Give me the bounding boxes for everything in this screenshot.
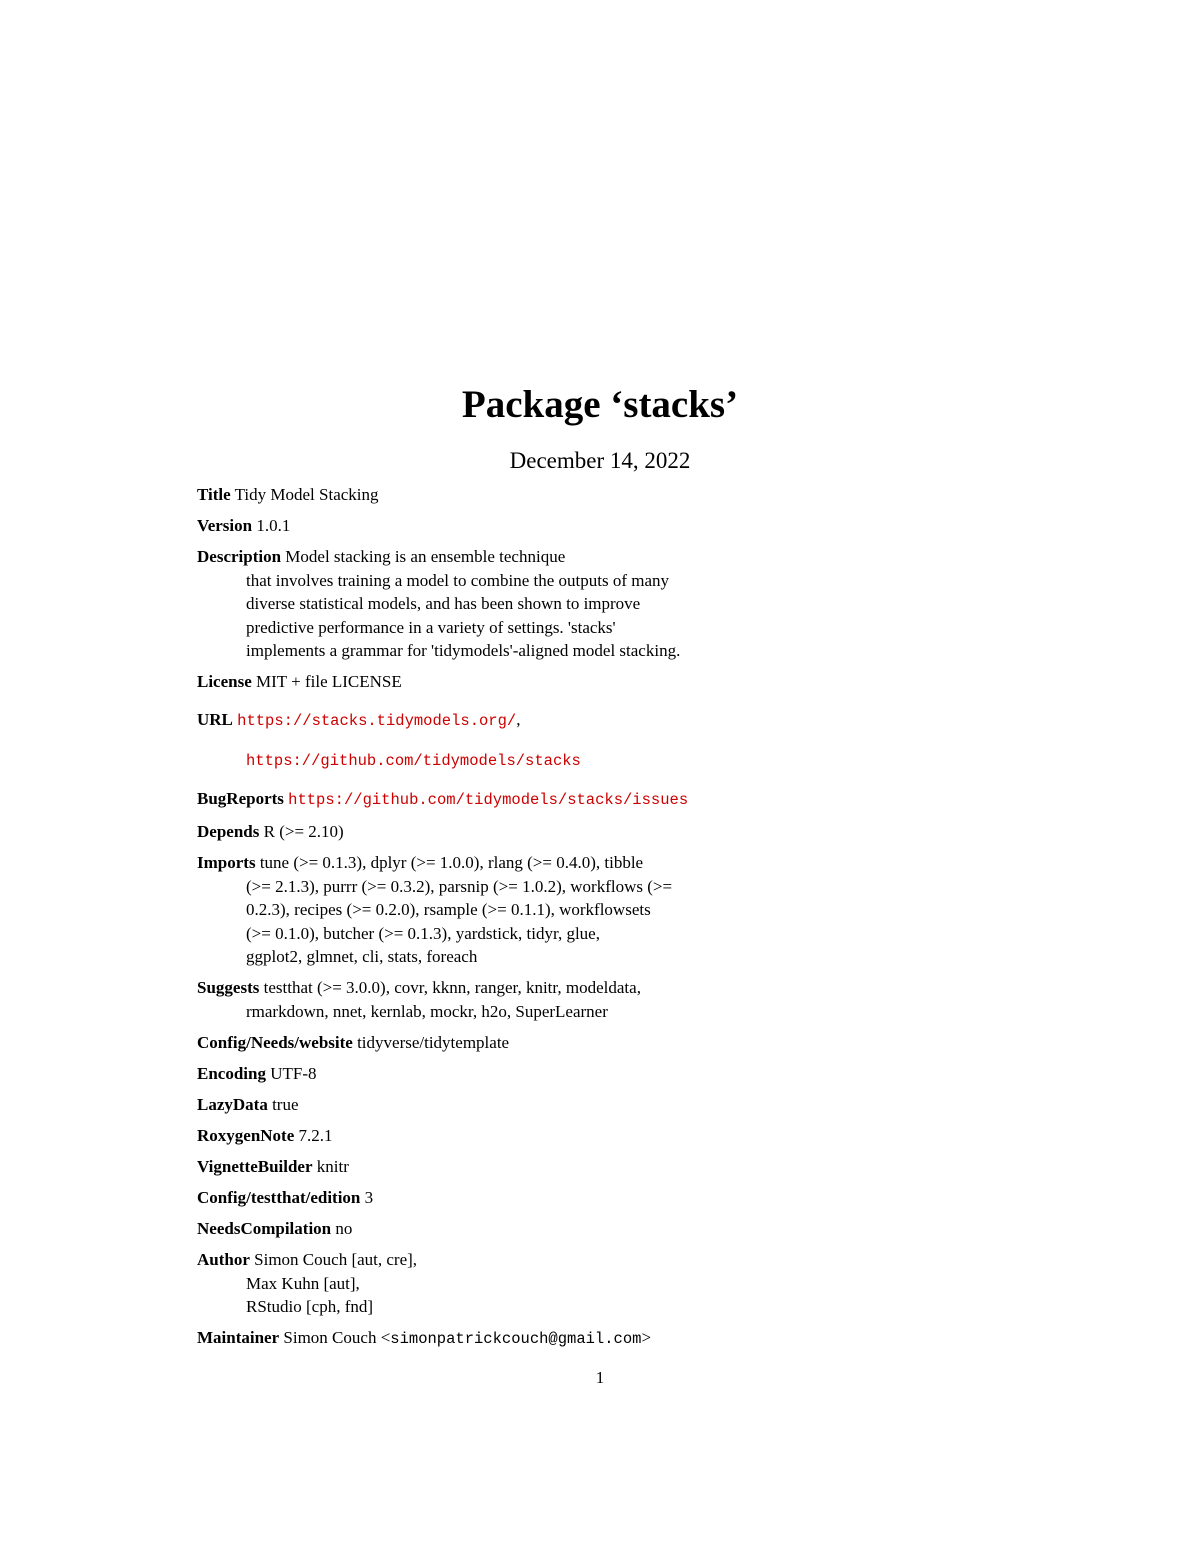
field-value-line: tune (>= 0.1.3), dplyr (>= 1.0.0), rlang (>= 0.4.0), tibble [259, 853, 644, 873]
field-value-line: 0.2.3), recipes (>= 0.2.0), rsample (>= 0.1.1), workflowsets [246, 900, 651, 920]
maintainer-email[interactable]: simonpatrickcouch@gmail.com [390, 1330, 642, 1349]
field-imports [197, 851, 1017, 969]
maintainer-name: Simon Couch [283, 1328, 377, 1348]
field-value-line: predictive performance in a variety of settings. 'stacks' [246, 617, 616, 637]
field-value-line: rmarkdown, nnet, kernlab, mockr, h2o, SuperLearner [246, 1002, 608, 1022]
field-needscompilation [197, 1217, 1017, 1241]
field-value: tidyverse/tidytemplate [357, 1033, 510, 1053]
field-value-line: diverse statistical models, and has been shown to improve [246, 594, 641, 614]
field-label: Config/Needs/website [197, 1033, 353, 1053]
field-author [197, 1248, 1017, 1319]
field-label: Imports [197, 853, 256, 873]
field-label: Version [197, 515, 253, 535]
field-value: MIT + file LICENSE [256, 672, 402, 692]
field-label: LazyData [197, 1094, 268, 1114]
bugreports-link[interactable]: https://github.com/tidymodels/stacks/issues [288, 791, 689, 810]
field-label: Title [197, 485, 231, 504]
field-version [197, 514, 1017, 538]
field-label: Config/testthat/edition [197, 1187, 361, 1207]
field-value: 7.2.1 [298, 1125, 333, 1145]
field-label: Description [197, 546, 282, 566]
field-value-line: RStudio [cph, fnd] [246, 1297, 374, 1317]
field-value: knitr [316, 1156, 349, 1176]
field-label: Author [197, 1249, 250, 1269]
field-value-line: (>= 2.1.3), purrr (>= 0.3.2), parsnip (>= 1.0.2), workflows (>= [246, 876, 673, 896]
field-label: RoxygenNote [197, 1125, 295, 1145]
field-value: 3 [364, 1187, 374, 1207]
field-value-line: implements a grammar for 'tidymodels'-aligned model stacking. [246, 641, 681, 661]
url-separator: , [516, 709, 521, 729]
field-value: R (>= 2.10) [263, 822, 344, 842]
page-number: 1 [595, 1368, 605, 1387]
field-value: true [272, 1094, 299, 1114]
field-value-line: testthat (>= 3.0.0), covr, kknn, ranger, knitr, modeldata, [263, 978, 641, 998]
field-encoding [197, 1062, 1017, 1086]
url-link[interactable]: https://github.com/tidymodels/stacks [246, 751, 581, 770]
field-label: Maintainer [197, 1328, 280, 1348]
field-config-testthat-edition [197, 1186, 1017, 1210]
field-label: Depends [197, 822, 260, 842]
field-value-line: Simon Couch [aut, cre], [254, 1249, 418, 1269]
description-fields [197, 483, 1017, 1352]
field-label: BugReports [197, 789, 284, 809]
field-license [197, 670, 1017, 694]
field-value: UTF-8 [270, 1064, 317, 1083]
field-suggests [197, 976, 1017, 1023]
field-roxygennote [197, 1124, 1017, 1148]
field-label: VignetteBuilder [197, 1156, 313, 1176]
document-date: December 14, 2022 [509, 448, 691, 473]
field-value-line: (>= 0.1.0), butcher (>= 0.1.3), yardstick, tidyr, glue, [246, 923, 600, 943]
field-value-line: that involves training a model to combine the outputs of many [246, 570, 670, 590]
field-description [197, 545, 1017, 663]
field-title [197, 483, 1017, 507]
field-label: URL [197, 709, 233, 729]
field-label: Encoding [197, 1064, 266, 1083]
field-value: no [335, 1218, 353, 1238]
field-bugreports [197, 787, 1017, 813]
field-value-line: Model stacking is an ensemble technique [285, 546, 566, 566]
field-label: Suggests [197, 978, 260, 998]
field-maintainer [197, 1326, 1017, 1352]
field-value-line: Max Kuhn [aut], [246, 1273, 360, 1293]
field-url [197, 708, 1017, 773]
field-config-needs-website [197, 1031, 1017, 1055]
email-close-bracket: > [641, 1328, 652, 1348]
field-value: 1.0.1 [256, 515, 291, 535]
email-open-bracket: < [380, 1328, 391, 1348]
field-depends [197, 820, 1017, 844]
url-link[interactable]: https://stacks.tidymodels.org/ [237, 711, 517, 730]
field-label: NeedsCompilation [197, 1218, 332, 1238]
field-value: Tidy Model Stacking [234, 485, 379, 504]
field-lazydata [197, 1093, 1017, 1117]
field-value-line: ggplot2, glmnet, cli, stats, foreach [246, 947, 478, 967]
field-vignettebuilder [197, 1155, 1017, 1179]
page-title: Package ‘stacks’ [461, 383, 739, 426]
field-label: License [197, 672, 252, 692]
